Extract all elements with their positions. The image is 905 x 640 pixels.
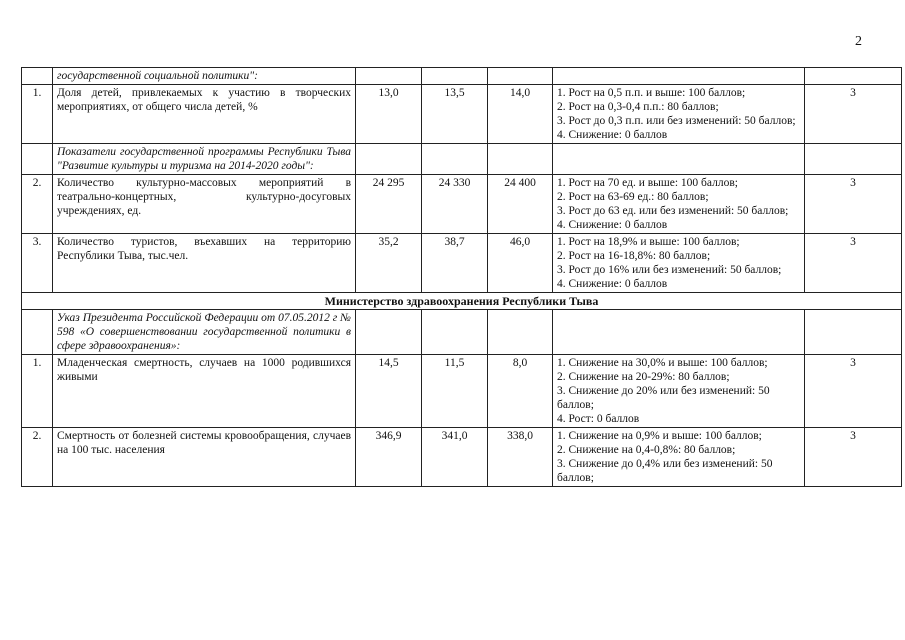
value-2: 13,5 [422, 85, 488, 144]
score-cell: 3 [805, 85, 902, 144]
criterion-line: 4. Снижение: 0 баллов [557, 278, 668, 290]
row-number: 2. [22, 175, 53, 234]
indicator-row [22, 85, 902, 144]
criterion-line: 4. Снижение: 0 баллов [557, 219, 668, 231]
empty-cell [422, 310, 488, 355]
section-title: Министерство здравоохранения Республики Тыва [22, 293, 902, 310]
indicator-name: Количество туристов, въехавших на территорию Республики Тыва, тыс.чел. [53, 234, 356, 293]
criterion-line: 2. Снижение на 0,4-0,8%: 80 баллов; [557, 444, 736, 456]
row-number: 2. [22, 428, 53, 487]
criterion-line: 3. Снижение до 0,4% или без изменений: 50 баллов; [557, 458, 773, 484]
empty-cell [553, 144, 805, 175]
empty-cell [22, 144, 53, 175]
group-header-text: Показатели государственной программы Республики Тыва "Развитие культуры и туризма на 2014-2020 годы": [53, 144, 356, 175]
value-1: 14,5 [356, 355, 422, 428]
criterion-line: 4. Снижение: 0 баллов [557, 129, 668, 141]
empty-cell [488, 144, 553, 175]
indicator-name: Количество культурно-массовых мероприятий в театрально-концертных, культурно-досуговых учреждениях, ед. [53, 175, 356, 234]
criterion-line: 1. Рост на 0,5 п.п. и выше: 100 баллов; [557, 87, 746, 99]
score-cell: 3 [805, 428, 902, 487]
value-2: 11,5 [422, 355, 488, 428]
indicator-name: Младенческая смертность, случаев на 1000 родившихся живыми [53, 355, 356, 428]
criterion-line: 3. Снижение до 20% или без изменений: 50 баллов; [557, 385, 770, 411]
empty-cell [356, 144, 422, 175]
criterion-line: 2. Рост на 63-69 ед.: 80 баллов; [557, 191, 709, 203]
empty-cell [805, 144, 902, 175]
indicator-row [22, 428, 902, 487]
criterion-line: 3. Рост до 63 ед. или без изменений: 50 баллов; [557, 205, 789, 217]
group-header-text: государственной социальной политики": [53, 68, 356, 85]
value-3: 338,0 [488, 428, 553, 487]
empty-cell [356, 310, 422, 355]
empty-cell [805, 68, 902, 85]
empty-cell [22, 310, 53, 355]
indicators-table [21, 67, 902, 487]
score-cell: 3 [805, 234, 902, 293]
criterion-line: 4. Рост: 0 баллов [557, 413, 640, 425]
page-number: 2 [855, 34, 862, 49]
indicator-name: Доля детей, привлекаемых к участию в творческих мероприятиях, от общего числа детей, % [53, 85, 356, 144]
indicator-name: Смертность от болезней системы кровообращения, случаев на 100 тыс. населения [53, 428, 356, 487]
row-number: 1. [22, 355, 53, 428]
row-number: 1. [22, 85, 53, 144]
empty-cell [553, 310, 805, 355]
criterion-line: 1. Снижение на 30,0% и выше: 100 баллов; [557, 357, 768, 369]
score-cell: 3 [805, 355, 902, 428]
value-2: 38,7 [422, 234, 488, 293]
criterion-line: 3. Рост до 16% или без изменений: 50 баллов; [557, 264, 782, 276]
value-2: 341,0 [422, 428, 488, 487]
empty-cell [422, 68, 488, 85]
value-3: 24 400 [488, 175, 553, 234]
row-number: 3. [22, 234, 53, 293]
criteria-cell [553, 85, 805, 144]
value-2: 24 330 [422, 175, 488, 234]
criterion-line: 2. Рост на 0,3-0,4 п.п.: 80 баллов; [557, 101, 719, 113]
indicator-row [22, 234, 902, 293]
group-header-row [22, 310, 902, 355]
empty-cell [356, 68, 422, 85]
criteria-cell [553, 175, 805, 234]
empty-cell [488, 310, 553, 355]
criterion-line: 1. Рост на 18,9% и выше: 100 баллов; [557, 236, 740, 248]
value-1: 346,9 [356, 428, 422, 487]
criteria-cell [553, 355, 805, 428]
criterion-line: 2. Снижение на 20-29%: 80 баллов; [557, 371, 730, 383]
criteria-cell [553, 428, 805, 487]
empty-cell [488, 68, 553, 85]
value-1: 24 295 [356, 175, 422, 234]
value-3: 8,0 [488, 355, 553, 428]
indicator-row [22, 355, 902, 428]
criterion-line: 2. Рост на 16-18,8%: 80 баллов; [557, 250, 711, 262]
empty-cell [805, 310, 902, 355]
empty-cell [22, 68, 53, 85]
criteria-cell [553, 234, 805, 293]
value-3: 46,0 [488, 234, 553, 293]
indicator-row [22, 175, 902, 234]
empty-cell [422, 144, 488, 175]
value-1: 35,2 [356, 234, 422, 293]
group-header-text: Указ Президента Российской Федерации от 07.05.2012 г № 598 «О совершенствовании государственной политики в сфере здравоохранения»: [53, 310, 356, 355]
group-header-row [22, 144, 902, 175]
criterion-line: 3. Рост до 0,3 п.п. или без изменений: 50 баллов; [557, 115, 796, 127]
criterion-line: 1. Снижение на 0,9% и выше: 100 баллов; [557, 430, 762, 442]
value-1: 13,0 [356, 85, 422, 144]
value-3: 14,0 [488, 85, 553, 144]
score-cell: 3 [805, 175, 902, 234]
empty-cell [553, 68, 805, 85]
criterion-line: 1. Рост на 70 ед. и выше: 100 баллов; [557, 177, 738, 189]
group-header-row [22, 68, 902, 85]
section-row [22, 293, 902, 310]
